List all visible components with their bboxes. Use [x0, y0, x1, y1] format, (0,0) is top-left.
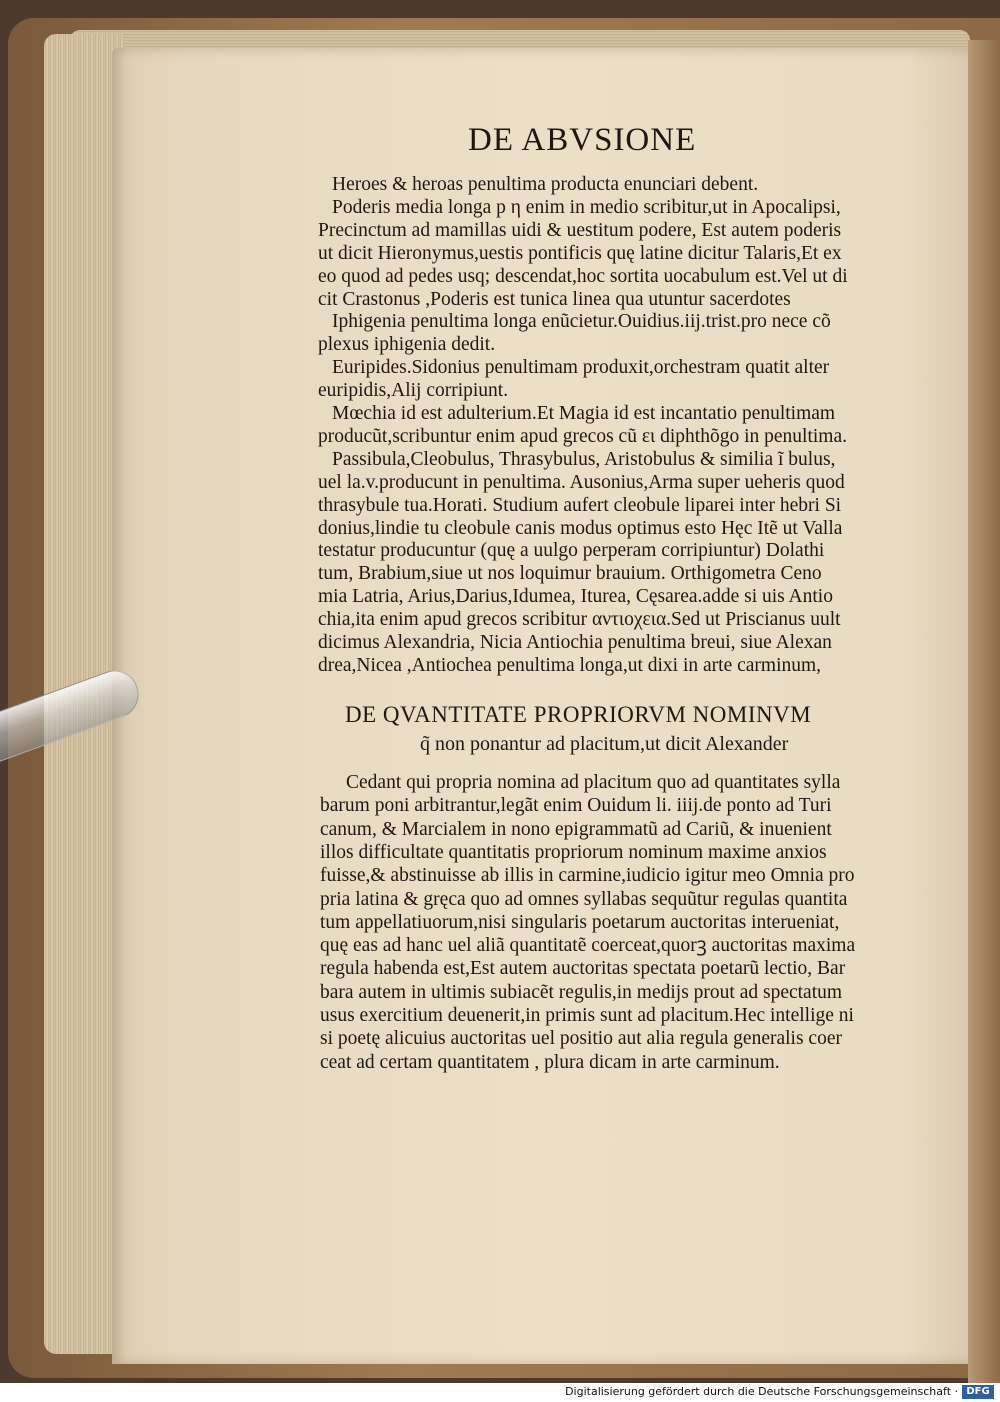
- text-line: usus exercitium deuenerit,in primis sunt ad placitum.Hec intellige ni: [320, 1005, 854, 1026]
- text-line: Precinctum ad mamillas uidi & uestitum podere, Est autem poderis: [318, 219, 842, 241]
- text-line: eo quod ad pedes usq; descendat,hoc sortita uocabulum est.Vel ut di: [318, 265, 848, 287]
- text-line: plexus iphigenia dedit.: [318, 334, 496, 356]
- section-subtitle: q̃ non ponantur ad placitum,ut dicit Alexander: [420, 733, 789, 755]
- text-line: drea,Nicea ,Antiochea penultima longa,ut dixi in arte carminum,: [318, 654, 822, 676]
- text-line: fuisse,& abstinuisse ab illis in carmine,iudicio igitur meo Omnia pro: [320, 865, 855, 887]
- text-line: mia Latria, Arius,Darius,Idumea, Iturea, Cęsarea.adde si uis Antio: [318, 586, 833, 608]
- book-binding-edge: [968, 40, 1000, 1383]
- text-line: illos difficultate quantitatis propriorum nominum maxime anxios: [320, 841, 827, 863]
- text-line: regula habenda est,Est autem auctoritas spectata poetarũ lectio, Bar: [320, 958, 846, 980]
- text-line: Passibula,Cleobulus, Thrasybulus, Aristobulus & similia ĩ bulus,: [332, 448, 836, 470]
- text-line: quę eas ad hanc uel aliã quantitatẽ coerceat,quorꝫ auctoritas maxima: [320, 935, 856, 957]
- text-line: ceat ad certam quantitatem , plura dicam in arte carminum.: [320, 1051, 780, 1073]
- text-line: testatur producuntur (quę a uulgo perperam corripiuntur) Dolathi: [318, 540, 825, 562]
- footer-credit: Digitalisierung gefördert durch die Deutsche Forschungsgemeinschaft ·: [565, 1385, 958, 1398]
- text-line: barum poni arbitrantur,legãt enim Ouidum li. iiij.de ponto ad Turi: [320, 795, 832, 817]
- text-line: ut dicit Hieronymus,uestis pontificis quę latine dicitur Talaris,Et ex: [318, 242, 842, 264]
- text-line: canum, & Marcialem in nono epigrammatũ ad Cariũ, & inuenient: [320, 818, 832, 840]
- text-line: producũt,scribuntur enim apud grecos cũ ει diphthõgo in penultima.: [318, 425, 847, 447]
- text-line: uel la.v.producunt in penultima. Ausonius,Arma super ueheris quod: [318, 471, 845, 493]
- text-line: Cedant qui propria nomina ad placitum quo ad quantitates sylla: [346, 772, 841, 793]
- text-line: thrasybule tua.Horati. Studium aufert cleobule liparei inter hebri Si: [318, 494, 842, 516]
- text-line: bara autem in ultimis subiacẽt regulis,in medijs prout ad spectatum: [320, 981, 843, 1003]
- page-heading: DE ABVSIONE: [468, 122, 697, 158]
- text-line: pria latina & gręca quo ad omnes syllabas sequũtur regulas quantita: [320, 888, 848, 910]
- text-line: euripidis,Alij corripiunt.: [318, 380, 509, 402]
- section-title: DE QVANTITATE PROPRIORVM NOMINVM: [345, 702, 812, 727]
- text-line: tum appellatiuorum,nisi singularis poetarum auctoritas interueniat,: [320, 911, 840, 933]
- text-line: tum, Brabium,siue ut nos loquimur brauium. Orthigometra Ceno: [318, 563, 822, 585]
- dfg-logo: DFG: [962, 1385, 994, 1399]
- text-line: dicimus Alexandria, Nicia Antiochia penultima breui, siue Alexan: [318, 632, 832, 653]
- text-line: Poderis media longa p η enim in medio scribitur,ut in Apocalipsi,: [332, 196, 841, 218]
- text-line: Heroes & heroas penultima producta enunciari debent.: [332, 174, 759, 195]
- text-line: cit Crastonus ,Poderis est tunica linea qua utuntur sacerdotes: [318, 288, 791, 310]
- text-line: donius,lindie tu cleobule canis modus optimus esto Hęc Itẽ ut Valla: [318, 517, 843, 539]
- text-line: Euripides.Sidonius penultimam produxit,orchestram quatit alter: [332, 357, 830, 379]
- text-line: chia,ita enim apud grecos scribitur αντιοχεια.Sed ut Priscianus uult: [318, 609, 841, 631]
- footer-bar: [0, 1383, 1000, 1402]
- text-line: si poetę alicuius auctoritas uel positio aut alia regula generalis coer: [320, 1028, 842, 1050]
- text-line: Iphigenia penultima longa enũcietur.Ouidius.iij.trist.pro nece cõ: [332, 311, 831, 333]
- text-line: Mœchia id est adulterium.Et Magia id est incantatio penultimam: [332, 403, 836, 424]
